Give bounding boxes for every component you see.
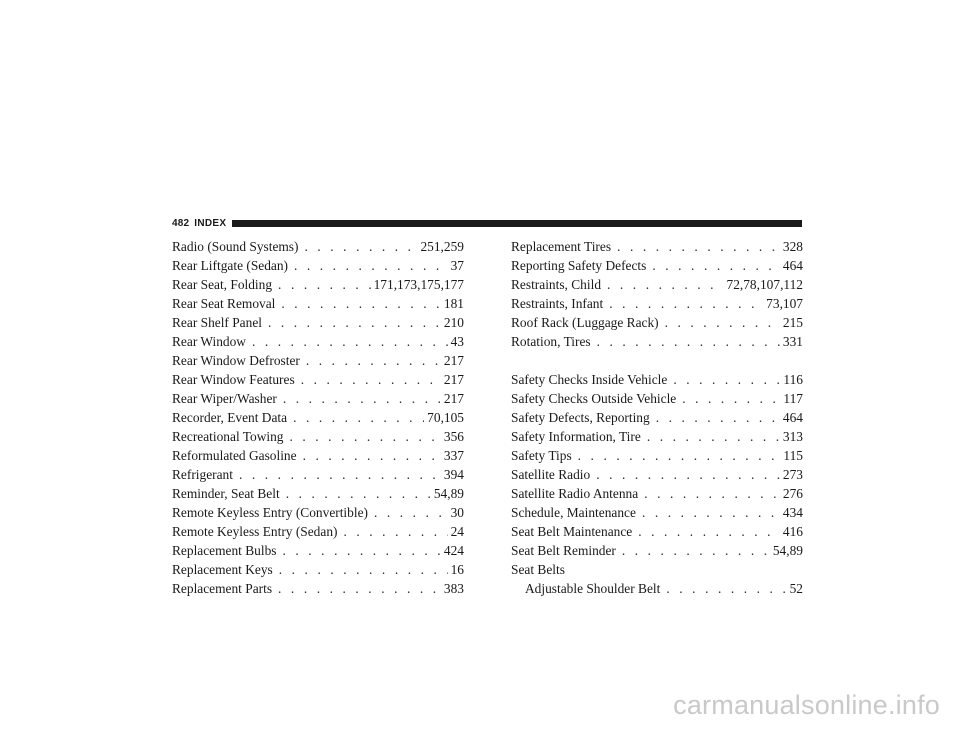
index-term: Rear Shelf Panel bbox=[172, 315, 262, 330]
page-number: 482 bbox=[172, 217, 190, 229]
dot-leader bbox=[283, 389, 441, 408]
index-term: Rear Window bbox=[172, 334, 246, 349]
dot-leader bbox=[374, 503, 448, 522]
index-term: Recreational Towing bbox=[172, 429, 284, 444]
index-pages: 73,107 bbox=[766, 296, 803, 311]
index-pages: 434 bbox=[782, 505, 803, 520]
index-term: Radio (Sound Systems) bbox=[172, 239, 299, 254]
index-pages: 70,105 bbox=[427, 410, 464, 425]
index-entry bbox=[511, 408, 803, 427]
index-term: Seat Belt Maintenance bbox=[511, 524, 633, 539]
index-pages: 464 bbox=[782, 410, 803, 425]
index-pages: 54,89 bbox=[433, 486, 464, 501]
index-term: Rear Window Features bbox=[172, 372, 295, 387]
index-entry bbox=[511, 332, 803, 351]
index-entry bbox=[172, 237, 464, 256]
index-entry bbox=[172, 408, 464, 427]
index-pages: 30 bbox=[450, 505, 464, 520]
dot-leader bbox=[290, 427, 441, 446]
dot-leader bbox=[665, 313, 780, 332]
dot-leader bbox=[673, 370, 780, 389]
index-term: Seat Belts bbox=[511, 562, 565, 577]
index-pages: 52 bbox=[789, 581, 803, 596]
index-column-right bbox=[511, 237, 803, 598]
dot-leader bbox=[642, 503, 780, 522]
index-entry bbox=[172, 256, 464, 275]
index-heading-seat-belts bbox=[511, 560, 803, 579]
index-term: Adjustable Shoulder Belt bbox=[525, 581, 661, 596]
index-pages: 215 bbox=[782, 315, 803, 330]
index-entry bbox=[172, 541, 464, 560]
index-term: Reporting Safety Defects bbox=[511, 258, 647, 273]
index-pages: 276 bbox=[782, 486, 803, 501]
index-term: Rear Wiper/Washer bbox=[172, 391, 277, 406]
dot-leader bbox=[278, 275, 371, 294]
index-pages: 464 bbox=[782, 258, 803, 273]
index-term: Refrigerant bbox=[172, 467, 233, 482]
index-pages: 217 bbox=[443, 372, 464, 387]
index-entry bbox=[511, 237, 803, 256]
dot-leader bbox=[278, 579, 441, 598]
index-term: Replacement Tires bbox=[511, 239, 612, 254]
dot-leader bbox=[281, 294, 441, 313]
dot-leader bbox=[656, 408, 780, 427]
dot-leader bbox=[304, 237, 417, 256]
index-term: Reminder, Seat Belt bbox=[172, 486, 280, 501]
index-entry bbox=[172, 370, 464, 389]
index-pages: 328 bbox=[782, 239, 803, 254]
index-pages: 210 bbox=[443, 315, 464, 330]
index-pages: 416 bbox=[782, 524, 803, 539]
index-pages: 356 bbox=[443, 429, 464, 444]
dot-leader bbox=[638, 522, 780, 541]
index-pages: 337 bbox=[443, 448, 464, 463]
index-pages: 331 bbox=[782, 334, 803, 349]
index-entry bbox=[172, 484, 464, 503]
index-term: Safety Checks Outside Vehicle bbox=[511, 391, 677, 406]
index-term: Satellite Radio bbox=[511, 467, 591, 482]
index-entry bbox=[172, 389, 464, 408]
index-term: Remote Keyless Entry (Sedan) bbox=[172, 524, 338, 539]
index-entry bbox=[172, 275, 464, 294]
index-term: Safety Checks Inside Vehicle bbox=[511, 372, 668, 387]
dot-leader bbox=[609, 294, 763, 313]
dot-leader bbox=[617, 237, 780, 256]
index-term: Rotation, Tires bbox=[511, 334, 591, 349]
index-pages: 313 bbox=[782, 429, 803, 444]
index-term: Satellite Radio Antenna bbox=[511, 486, 639, 501]
dot-leader bbox=[286, 484, 431, 503]
index-entry bbox=[172, 465, 464, 484]
dot-leader bbox=[301, 370, 441, 389]
dot-leader bbox=[666, 579, 786, 598]
index-entry bbox=[172, 446, 464, 465]
index-term: Recorder, Event Data bbox=[172, 410, 288, 425]
index-entry bbox=[511, 541, 803, 560]
dot-leader bbox=[647, 427, 780, 446]
dot-leader bbox=[578, 446, 781, 465]
index-term: Remote Keyless Entry (Convertible) bbox=[172, 505, 368, 520]
index-entry bbox=[511, 446, 803, 465]
index-entry bbox=[511, 294, 803, 313]
index-pages: 217 bbox=[443, 391, 464, 406]
index-entry bbox=[511, 275, 803, 294]
index-term: Rear Window Defroster bbox=[172, 353, 300, 368]
index-term: Rear Liftgate (Sedan) bbox=[172, 258, 288, 273]
index-subentry bbox=[511, 579, 803, 598]
index-pages: 16 bbox=[450, 562, 464, 577]
index-pages: 54,89 bbox=[772, 543, 803, 558]
index-entry bbox=[172, 351, 464, 370]
page-title: INDEX bbox=[194, 217, 227, 229]
index-entry bbox=[511, 503, 803, 522]
page-header bbox=[172, 216, 802, 230]
dot-leader bbox=[343, 522, 447, 541]
index-pages: 383 bbox=[443, 581, 464, 596]
index-entry bbox=[172, 503, 464, 522]
dot-leader bbox=[607, 275, 723, 294]
index-pages: 43 bbox=[450, 334, 464, 349]
index-term: Replacement Bulbs bbox=[172, 543, 277, 558]
index-term: Replacement Parts bbox=[172, 581, 273, 596]
index-pages: 117 bbox=[783, 391, 803, 406]
index-entry bbox=[511, 427, 803, 446]
index-pages: 116 bbox=[783, 372, 803, 387]
index-term: Seat Belt Reminder bbox=[511, 543, 616, 558]
index-pages: 115 bbox=[783, 448, 803, 463]
index-term: Replacement Keys bbox=[172, 562, 273, 577]
index-entry bbox=[511, 256, 803, 275]
index-entry bbox=[511, 389, 803, 408]
index-entry bbox=[511, 465, 803, 484]
dot-leader bbox=[596, 465, 780, 484]
dot-leader bbox=[597, 332, 780, 351]
index-entry bbox=[172, 560, 464, 579]
dot-leader bbox=[252, 332, 448, 351]
index-term: Reformulated Gasoline bbox=[172, 448, 297, 463]
index-column-left bbox=[172, 237, 464, 598]
index-pages: 24 bbox=[450, 524, 464, 539]
index-pages: 171,173,175,177 bbox=[373, 277, 464, 292]
index-term: Rear Seat, Folding bbox=[172, 277, 273, 292]
index-entry bbox=[172, 522, 464, 541]
index-pages: 424 bbox=[443, 543, 464, 558]
index-entry bbox=[172, 579, 464, 598]
index-entry bbox=[511, 313, 803, 332]
dot-leader bbox=[268, 313, 441, 332]
index-term: Safety Information, Tire bbox=[511, 429, 641, 444]
dot-leader bbox=[682, 389, 780, 408]
dot-leader bbox=[294, 256, 448, 275]
index-term: Schedule, Maintenance bbox=[511, 505, 636, 520]
index-entry bbox=[511, 370, 803, 389]
header-rule bbox=[232, 220, 802, 227]
index-entry bbox=[511, 522, 803, 541]
dot-leader bbox=[239, 465, 441, 484]
index-pages: 72,78,107,112 bbox=[726, 277, 803, 292]
dot-leader bbox=[652, 256, 780, 275]
index-term: Restraints, Infant bbox=[511, 296, 604, 311]
index-term: Restraints, Child bbox=[511, 277, 602, 292]
index-pages: 273 bbox=[782, 467, 803, 482]
index-pages: 251,259 bbox=[420, 239, 464, 254]
index-entry bbox=[172, 332, 464, 351]
index-term: Roof Rack (Luggage Rack) bbox=[511, 315, 659, 330]
dot-leader bbox=[622, 541, 770, 560]
index-entry bbox=[511, 484, 803, 503]
index-term: Safety Defects, Reporting bbox=[511, 410, 650, 425]
watermark: carmanualsonline.info bbox=[673, 690, 940, 720]
index-pages: 181 bbox=[443, 296, 464, 311]
index-entry bbox=[172, 313, 464, 332]
dot-leader bbox=[303, 446, 441, 465]
dot-leader bbox=[283, 541, 441, 560]
index-pages: 394 bbox=[443, 467, 464, 482]
dot-leader bbox=[306, 351, 441, 370]
index-term: Rear Seat Removal bbox=[172, 296, 276, 311]
dot-leader bbox=[293, 408, 424, 427]
index-pages: 37 bbox=[450, 258, 464, 273]
index-entry bbox=[172, 427, 464, 446]
index-term: Safety Tips bbox=[511, 448, 572, 463]
index-pages: 217 bbox=[443, 353, 464, 368]
dot-leader bbox=[644, 484, 780, 503]
index-entry bbox=[172, 294, 464, 313]
dot-leader bbox=[279, 560, 448, 579]
